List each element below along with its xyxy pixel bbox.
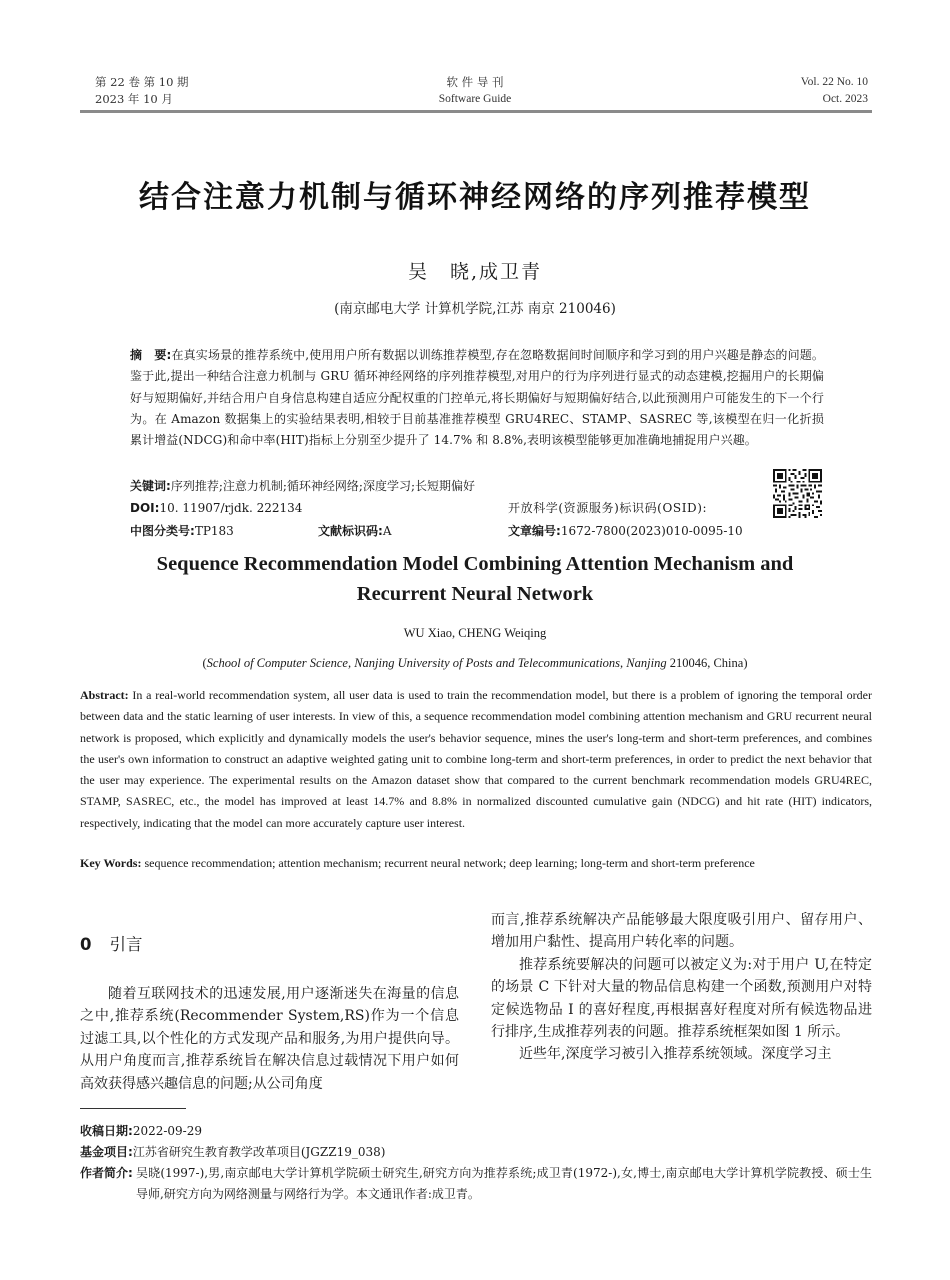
doi-label: DOI: (130, 501, 160, 515)
section-heading (80, 931, 142, 955)
paper-title-en (0, 549, 950, 609)
fund-label: 基金项目: (80, 1145, 133, 1159)
paper-title-en-line2: Recurrent Neural Network (356, 583, 594, 605)
received-date: 2022-09-29 (132, 1124, 202, 1138)
keywords-cn-label: 关键词: (130, 479, 171, 493)
paragraph: 随着互联网技术的迅速发展,用户逐渐迷失在海量的信息之中,推荐系统(Recommender System,RS)作为一个信息过滤工具,以个性化的方式发现产品和服务,为用户提供向导。从用户角度而言,推荐系统旨在解决信息过载情况下用户如何高效获得感兴趣信息的问题;从公司角度 (80, 986, 459, 1092)
body-column-left (80, 983, 459, 1095)
doc-code-value: A (382, 524, 392, 538)
authors-cn: 吴 晓,成卫青 (407, 261, 543, 283)
section-title: 引言 (109, 935, 143, 954)
keywords-cn (130, 476, 475, 496)
article-no-label: 文章编号: (508, 524, 561, 538)
paper-title-cn: 结合注意力机制与循环神经网络的序列推荐模型 (139, 180, 811, 215)
clc-label: 中图分类号: (130, 524, 195, 538)
abstract-en-label: Abstract: (80, 688, 129, 702)
affiliation-cn: (南京邮电大学 计算机学院,江苏 南京 210046) (334, 301, 616, 317)
keywords-en-text: sequence recommendation; attention mechanism; recurrent neural network; deep learning; long-term and short-term preference (141, 856, 755, 870)
keywords-en-label: Key Words: (80, 856, 142, 870)
qr-code-icon (773, 469, 822, 518)
clc-value: TP183 (194, 524, 234, 538)
paragraph-continued: 而言,推荐系统解决产品能够最大限度吸引用户、留存用户、增加用户黏性、提高用户转化率的问题。 (491, 912, 872, 951)
journal-volume-en (801, 74, 868, 108)
abstract-cn-label: 摘 要: (130, 348, 172, 362)
paragraph: 推荐系统要解决的问题可以被定义为:对于用户 U,在特定的场景 C 下针对大量的物品信息构建一个函数,预测用户对特定候选物品 I 的喜好程度,再根据喜好程度对所有候选物品进行排序,生成推荐列表的问题。推荐系统框架如图 1 所示。 (491, 956, 872, 1041)
osid-label: 开放科学(资源服务)标识码(OSID): (508, 501, 708, 515)
date-en: Oct. 2023 (822, 93, 868, 105)
fund-text: 江苏省研究生教育教学改革项目(JGZZ19_038) (132, 1145, 386, 1159)
doi-value[interactable]: 10. 11907/rjdk. 222134 (159, 501, 303, 515)
clc-number (130, 521, 234, 541)
article-number (508, 521, 743, 541)
publication-date: 2023 年 10 月 (95, 92, 173, 106)
header-rule (80, 110, 872, 113)
volume-number-en: Vol. 22 No. 10 (800, 76, 868, 88)
bio-text: 吴晓(1997-),男,南京邮电大学计算机学院硕士研究生,研究方向为推荐系统;成卫青(1972-),女,博士,南京邮电大学计算机学院教授、硕士生导师,研究方向为网络测量与网络行为学。本文通讯作者:成卫青。 (136, 1166, 872, 1201)
bio-label: 作者简介: (80, 1166, 133, 1180)
keywords-cn-text: 序列推荐;注意力机制;循环神经网络;深度学习;长短期偏好 (170, 479, 475, 493)
abstract-en-text: In a real-world recommendation system, all user data is used to train the recommendation model, but there is a problem of ignoring the temporal order between data and the static learning of user interests. In view of this, a sequence recommendation model combining attention mechanism and GRU recurrent neural network is proposed, which explicitly and dynamically models the user's behavior sequence, mines the user's long-term and short-term preferences, and combines the user's own information to construct an adaptive weighted gating unit to combine long-term and short-term preferences, in order to predict the next behavior that the user may experience. The experimental results on the Amazon dataset show that compared to the current benchmark recommendation models GRU4REC, STAMP, SASREC, etc., the model has improved at least 14.7% and 8.8% in normalized discounted cumulative gain (NDCG) and hit rate (HIT) indicators, respectively, indicating that the model can more accurately capture user interest. (80, 688, 872, 830)
received-label: 收稿日期: (80, 1124, 133, 1138)
section-number: 0 (80, 935, 92, 954)
affiliation-en (0, 656, 950, 671)
abstract-cn-text: 在真实场景的推荐系统中,使用用户所有数据以训练推荐模型,存在忽略数据间时间顺序和学习到的用户兴趣是静态的问题。鉴于此,提出一种结合注意力机制与 GRU 循环神经网络的序列推荐模型,对用户的行为序列进行显式的动态建模,挖掘用户的长期偏好与短期偏好,并结合用户自身信息构建自适应分配权重的门控单元,将长期偏好与短期偏好结合,以此预测用户可能发生的下一个行为。在 Amazon 数据集上的实验结果表明,相较于目前基准推荐模型 GRU4REC、STAMP、SASREC 等,该模型在归一化折损累计增益(NDCG)和命中率(HIT)指标上分别至少提升了 14.7% 和 8.8%,表明该模型能够更加准确地捕捉用户兴趣。 (130, 348, 824, 448)
document-code (318, 521, 391, 541)
footnote-rule (80, 1108, 186, 1109)
abstract-cn (130, 345, 824, 451)
affiliation-en-tail: 210046, China) (666, 656, 748, 670)
affiliation-en-italic: School of Computer Science, Nanjing University of Posts and Telecommunications, Nanjing (206, 656, 667, 670)
affiliation-en-open: ( (202, 656, 207, 670)
doc-code-label: 文献标识码: (318, 524, 383, 538)
doi (130, 498, 302, 518)
article-no-value: 1672-7800(2023)010-0095-10 (560, 524, 743, 538)
footnote-author-bio (80, 1163, 872, 1205)
paper-title-en-line1: Sequence Recommendation Model Combining Attention Mechanism and (156, 553, 794, 575)
journal-name-cn: 软 件 导 刊 (446, 75, 504, 89)
body-column-right (491, 909, 872, 1066)
authors-en: WU Xiao, CHENG Weiqing (403, 626, 547, 640)
journal-name-en: Software Guide (438, 93, 512, 105)
keywords-en (80, 853, 872, 874)
footnote-received (80, 1121, 872, 1142)
paragraph: 近些年,深度学习被引入推荐系统领域。深度学习主 (519, 1046, 832, 1063)
abstract-en (80, 685, 872, 834)
footnote-fund (80, 1142, 872, 1163)
volume-issue: 第 22 卷 第 10 期 (95, 75, 189, 89)
